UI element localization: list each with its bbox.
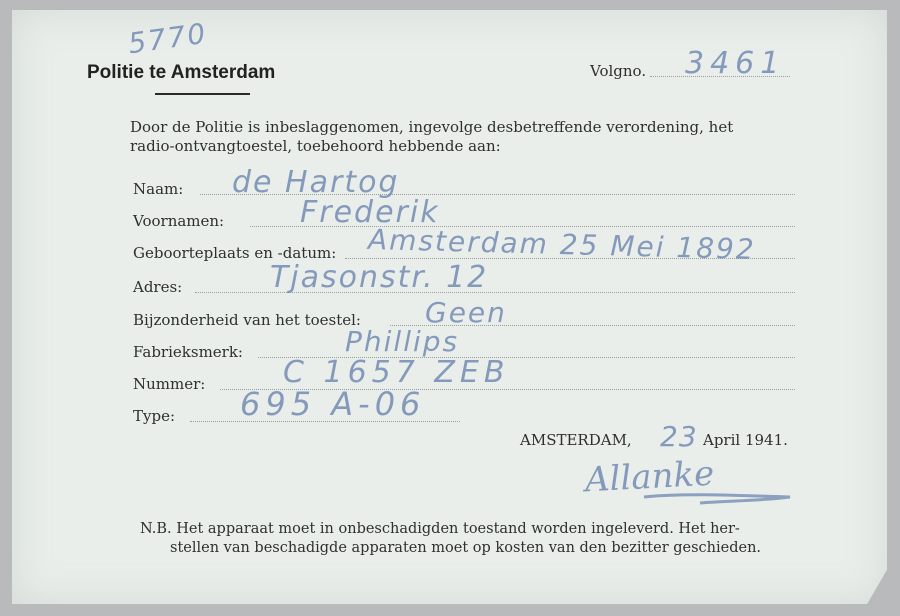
page-title: Politie te Amsterdam: [87, 62, 276, 83]
field-value-geboorte: Amsterdam 25 Mei 1892: [367, 222, 757, 267]
field-label-voornamen: Voornamen:: [133, 212, 225, 230]
field-label-nummer: Nummer:: [133, 375, 206, 393]
field-label-type: Type:: [133, 407, 176, 425]
field-label-geboorte: Geboorteplaats en -datum:: [133, 244, 337, 262]
field-value-type: 695 A-06: [240, 385, 426, 423]
date-day: 23: [660, 420, 698, 453]
volgno-value: 3461: [685, 46, 786, 81]
place-date-prefix: AMSTERDAM,: [520, 431, 632, 449]
field-value-voornamen: Frederik: [300, 195, 440, 230]
field-value-nummer: C 1657 ZEB: [283, 355, 510, 390]
field-label-fabrieksmerk: Fabrieksmerk:: [133, 343, 243, 361]
field-value-naam: de Hartog: [232, 165, 400, 200]
nb-line-1: N.B. Het apparaat moet in onbeschadigden toestand worden ingeleverd. Het her-: [140, 521, 740, 537]
folded-corner: [866, 568, 888, 606]
intro-line-1: Door de Politie is inbeslaggenomen, ingevolge desbetreffende verordening, het: [130, 118, 734, 136]
signature-underline: [640, 485, 800, 509]
field-label-naam: Naam:: [133, 180, 184, 198]
nb-line-2: stellen van beschadigde apparaten moet op kosten van den bezitter geschieden.: [170, 540, 762, 556]
field-label-bijzonderheid: Bijzonderheid van het toestel:: [133, 311, 361, 329]
place-date-suffix: April 1941.: [703, 431, 788, 449]
volgno-label: Volgno.: [590, 62, 647, 80]
title-underline: [155, 93, 250, 95]
field-value-bijzonderheid: Geen: [425, 296, 507, 329]
field-label-adres: Adres:: [133, 278, 183, 296]
handwritten-top-number: 5770: [126, 16, 210, 61]
field-value-fabrieksmerk: Phillips: [345, 325, 460, 358]
signature: Allanke: [584, 453, 716, 501]
intro-line-2: radio-ontvangtoestel, toebehoord hebbende aan:: [130, 137, 501, 155]
field-value-adres: Tjasonstr. 12: [270, 260, 489, 295]
